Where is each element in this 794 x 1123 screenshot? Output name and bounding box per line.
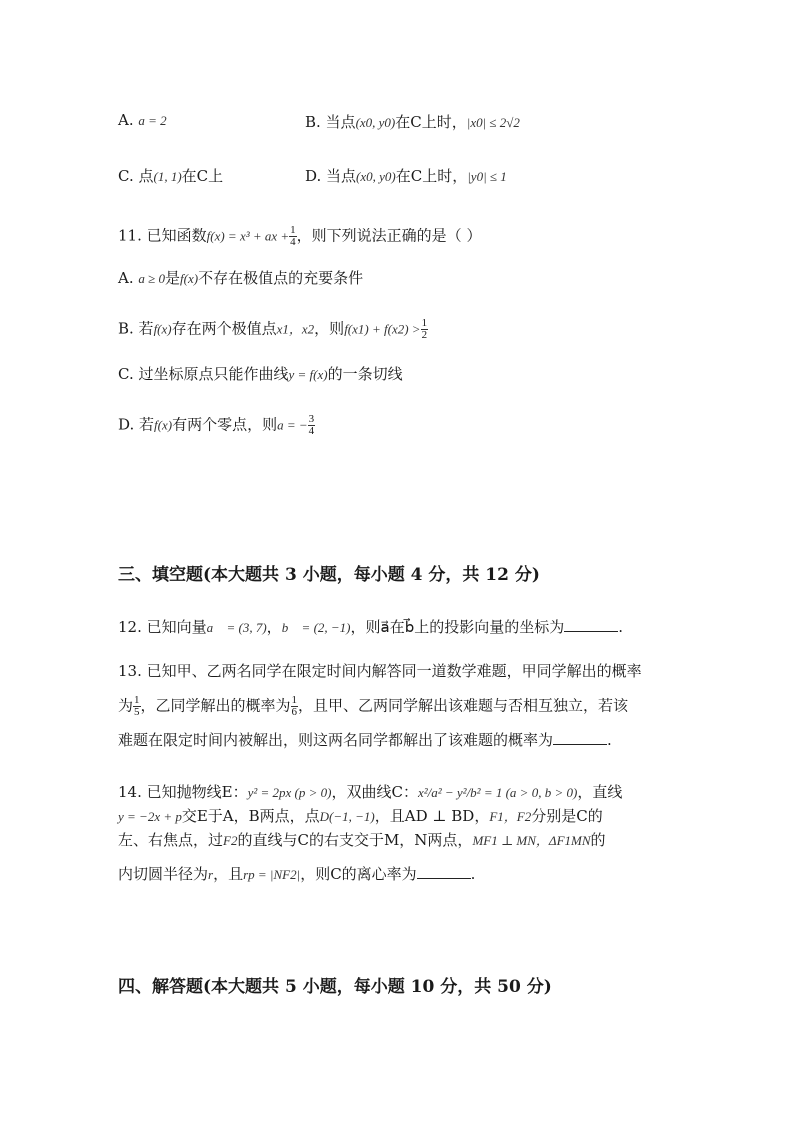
q13-line-2: 为 $\frac{1}{5}$ ，乙同学解出的概率为 $\frac{1}{6}$ ，且甲、乙两同学解出该难题与否相互独立，若该 <box>118 694 629 718</box>
q11-stem: 11. 已知函数f(x) = x³ + ax + $\frac{1}{4}$ ，则下列说法正确的是（ ） <box>118 224 482 248</box>
q14-line-1: 14. 已知抛物线E：y² = 2px (p > 0)，双曲线C：x²/a² − y²/b² = 1 (a > 0, b > 0)，直线 <box>118 783 623 801</box>
q10-option-c: C. 点(1, 1)在C上 <box>118 167 224 185</box>
q12-stem: 12. 已知向量a⃗ = (3, 7)，b⃗ = (2, −1)，则a⃗在b⃗上的投影向量的坐标为 . <box>118 618 624 636</box>
q10-a-math: a = 2 <box>138 113 167 128</box>
section-3-heading: 三、填空题(本大题共 3 小题，每小题 4 分，共 12 分) <box>118 565 540 585</box>
q12-answer-blank[interactable] <box>564 617 618 632</box>
q14-answer-blank[interactable] <box>417 864 471 879</box>
q10-option-a: A. a = 2 <box>118 111 167 129</box>
q10-option-b: B. 当点(x0, y0)在C上时，|x0| ≤ 2√2 <box>305 113 520 131</box>
q11-option-c: C. 过坐标原点只能作曲线y = f(x)的一条切线 <box>118 365 403 383</box>
q13-line-1: 13. 已知甲、乙两名同学在限定时间内解答同一道数学难题，甲同学解出的概率 <box>118 662 642 680</box>
section-4-heading: 四、解答题(本大题共 5 小题，每小题 10 分，共 50 分) <box>118 977 552 997</box>
q13-answer-blank[interactable] <box>553 730 607 745</box>
q11-option-d: D. 若f(x)有两个零点，则a = − $\frac{3}{4}$ <box>118 413 315 437</box>
q11-option-a: A. a ≥ 0是f(x)不存在极值点的充要条件 <box>118 269 364 287</box>
q14-line-2: y = −2x + p交E于A，B两点，点D(−1, −1)，且AD ⊥ BD，F1，F2分别是C的 <box>118 807 603 825</box>
q14-line-3: 左、右焦点，过F2的直线与C的右支交于M，N两点，MF1 ⊥ MN，ΔF1MN的 <box>118 831 606 849</box>
q10-option-d: D. 当点(x0, y0)在C上时，|y0| ≤ 1 <box>305 167 507 185</box>
q11-option-b: B. 若f(x)存在两个极值点x1，x2，则f(x1) + f(x2) > $\frac{1}{2}$ <box>118 317 428 341</box>
q13-line-3: 难题在限定时间内被解出，则这两名同学都解出了该难题的概率为 . <box>118 731 612 749</box>
q14-line-4: 内切圆半径为r，且rp = |NF2|，则C的离心率为 . <box>118 865 476 883</box>
